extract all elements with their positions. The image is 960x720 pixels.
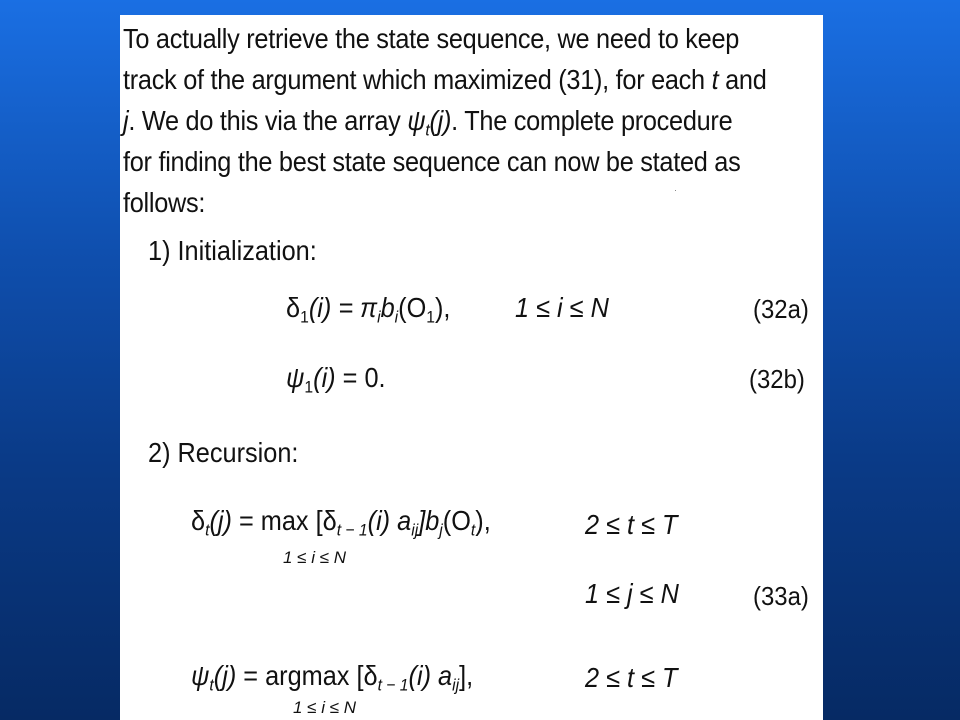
paragraph-line-3-text: . We do this via the array (128, 105, 408, 136)
max-range: 1 ≤ i ≤ N (283, 548, 347, 567)
psi-argument: (j) (213, 660, 237, 691)
equation-32a (286, 292, 451, 327)
paragraph-line-5: follows: (123, 187, 206, 218)
intro-paragraph (123, 18, 767, 223)
equation-number-32a: (32a) (753, 294, 809, 324)
condition-32a: 1 ≤ i ≤ N (515, 292, 609, 323)
argmax-operator: = argmax [δ (236, 660, 378, 691)
condition-33a-j: 1 ≤ j ≤ N (585, 578, 679, 609)
equation-33a (191, 505, 491, 540)
condition-33a-t: 2 ≤ t ≤ T (585, 509, 678, 540)
psi-subscript: t (209, 675, 214, 695)
transition-subscript: ij (452, 675, 460, 695)
delta-prev-subscript: t − 1 (377, 675, 409, 695)
paragraph-line-2-end: and (718, 64, 767, 95)
equation-32b (286, 362, 386, 397)
psi-subscript: t (425, 120, 430, 140)
psi-subscript: 1 (304, 377, 314, 397)
delta-subscript: t (205, 520, 210, 540)
condition-33b-t: 2 ≤ t ≤ T (585, 662, 678, 693)
equation-number-32b: (32b) (749, 364, 805, 394)
psi-symbol: ψ (191, 660, 210, 691)
delta-argument: (j) (209, 505, 232, 536)
psi-argument: (i) (313, 362, 336, 393)
transition-term: (i) a (408, 660, 453, 691)
delta-argument: (i) (308, 292, 332, 323)
b-subscript: i (394, 307, 399, 327)
step-recursion: 2) Recursion: (148, 437, 299, 468)
step-initialization: 1) Initialization: (148, 235, 317, 266)
document-page (120, 15, 823, 720)
pi-subscript: i (377, 307, 381, 327)
delta-prev-subscript: t − 1 (336, 520, 368, 540)
transition-subscript: ij (411, 520, 419, 540)
emission-subscript: j (439, 520, 443, 540)
equation-33b-end: ], (459, 660, 474, 691)
observation-term: (O (398, 292, 427, 323)
emission-term: ]b (418, 505, 440, 536)
max-operator: = max [δ (231, 505, 337, 536)
argmax-range: 1 ≤ i ≤ N (293, 698, 357, 717)
equation-number-33a: (33a) (753, 581, 809, 611)
equation-32b-rhs: = 0. (335, 362, 386, 393)
paragraph-line-1: To actually retrieve the state sequence, we need to keep (123, 23, 740, 54)
psi-symbol: ψ (286, 362, 305, 393)
b-term: b (380, 292, 395, 323)
paragraph-line-2 (123, 59, 767, 100)
observation-subscript: t (470, 520, 476, 540)
delta-symbol: δ (191, 505, 206, 536)
equation-33a-end: ), (475, 505, 491, 536)
equation-32a-end: ), (434, 292, 451, 323)
variable-t: t (711, 64, 719, 95)
variable-j: j (123, 105, 129, 136)
paragraph-line-3-end: . The complete procedure (451, 105, 733, 136)
transition-term: (i) a (367, 505, 412, 536)
paragraph-line-2-text: track of the argument which maximized (31), for each (123, 64, 712, 95)
equation-33b (191, 660, 474, 695)
pi-term: = π (331, 292, 378, 323)
observation-subscript: 1 (426, 307, 435, 327)
scan-speck (675, 190, 676, 191)
psi-symbol: ψ (407, 105, 426, 136)
paragraph-line-3 (123, 100, 758, 141)
observation-term: (O (442, 505, 471, 536)
psi-argument: (j) (429, 105, 452, 136)
paragraph-line-4: for finding the best state sequence can now be stated as (123, 146, 741, 177)
delta-symbol: δ (286, 292, 301, 323)
delta-subscript: 1 (300, 307, 309, 327)
